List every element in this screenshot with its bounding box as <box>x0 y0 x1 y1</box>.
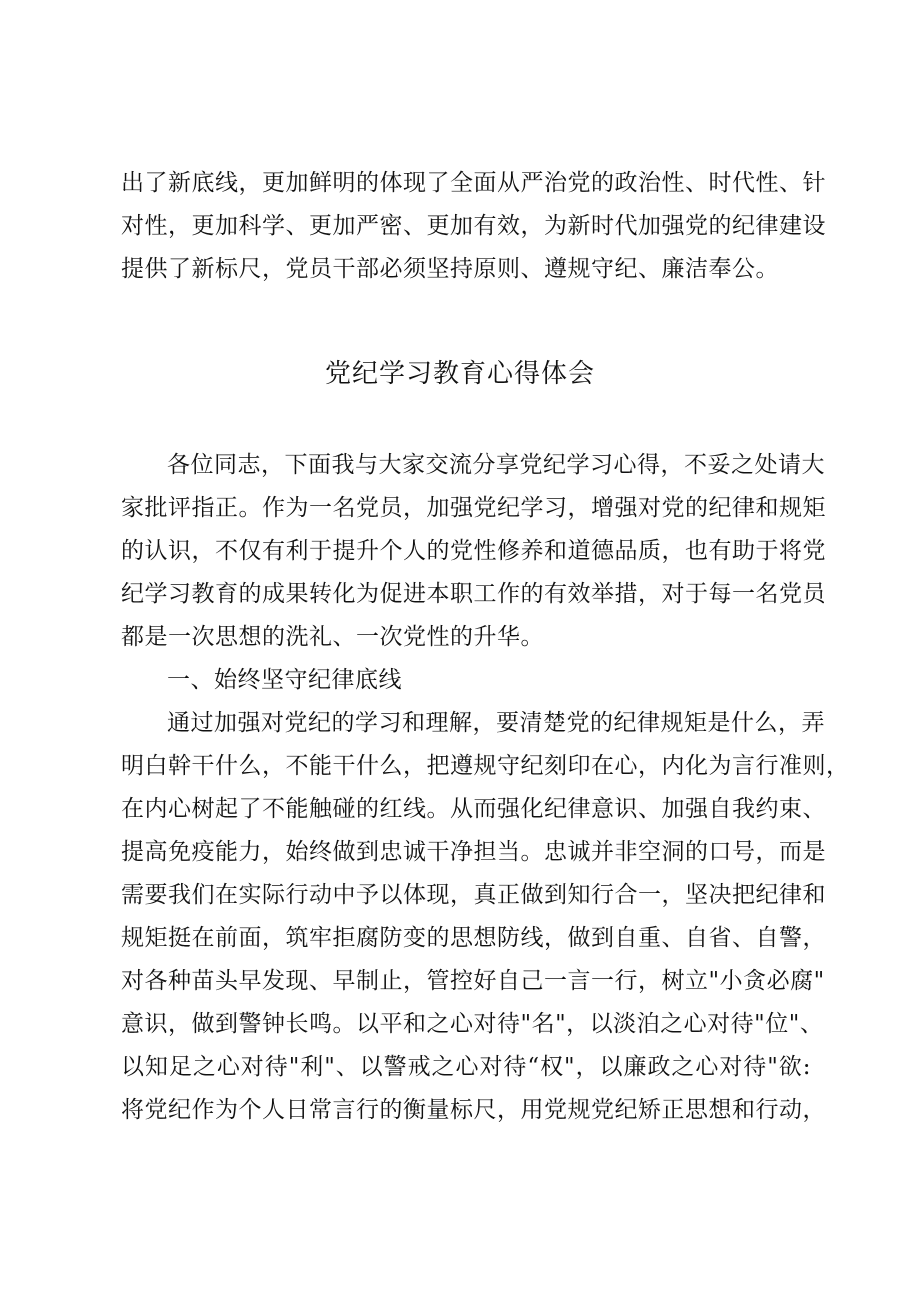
intro-line-3: 的认识，不仅有利于提升个人的党性修养和道德品质，也有助于将党 <box>121 538 826 564</box>
section-1-line-6: 规矩挺在前面，筑牢拒腐防变的思想防线，做到自重、自省、自警， <box>121 925 826 951</box>
section-1-heading: 一、始终坚守纪律底线 <box>167 667 402 693</box>
section-1-line-3: 在内心树起了不能触碰的红线。从而强化纪律意识、加强自我约束、 <box>121 796 826 822</box>
continuation-line-1: 出了新底线，更加鲜明的体现了全面从严治党的政治性、时代性、针 <box>121 170 826 196</box>
intro-line-2: 家批评指正。作为一名党员，加强党纪学习，增强对党的纪律和规矩 <box>121 495 826 521</box>
article-title: 党纪学习教育心得体会 <box>324 359 595 389</box>
section-1-line-2: 明白幹干什么，不能干什么，把遵规守纪刻印在心，内化为言行准则， <box>121 753 850 779</box>
section-1-line-1: 通过加强对党纪的学习和理解，要清楚党的纪律规矩是什么，弄 <box>167 710 825 736</box>
continuation-line-3: 提供了新标尺，党员干部必须坚持原则、遵规守纪、廉洁奉公。 <box>121 256 779 282</box>
intro-line-4: 纪学习教育的成果转化为促进本职工作的有效举措，对于每一名党员 <box>121 581 826 607</box>
section-1-line-9: 以知足之心对待"利"、以警戒之心对待“权"，以廉政之心对待"欲: <box>121 1054 811 1080</box>
continuation-line-2: 对性，更加科学、更加严密、更加有效，为新时代加强党的纪律建设 <box>121 213 826 239</box>
section-1-line-8: 意识，做到警钟长鸣。以平和之心对待"名"，以淡泊之心对待"位"、 <box>121 1011 824 1037</box>
section-1-line-10: 将党纪作为个人日常言行的衡量标尺，用党规党纪矫正思想和行动， <box>121 1097 826 1123</box>
section-1-line-5: 需要我们在实际行动中予以体现，真正做到知行合一，坚决把纪律和 <box>121 882 826 908</box>
section-1-line-7: 对各种苗头早发现、早制止，管控好自己一言一行，树立"小贪必腐" <box>121 968 825 994</box>
section-1-line-4: 提高免疫能力，始终做到忠诚干净担当。忠诚并非空洞的口号，而是 <box>121 839 826 865</box>
intro-line-1: 各位同志，下面我与大家交流分享党纪学习心得，不妥之处请大 <box>167 452 825 478</box>
intro-line-5: 都是一次思想的洗礼、一次党性的升华。 <box>121 624 544 650</box>
